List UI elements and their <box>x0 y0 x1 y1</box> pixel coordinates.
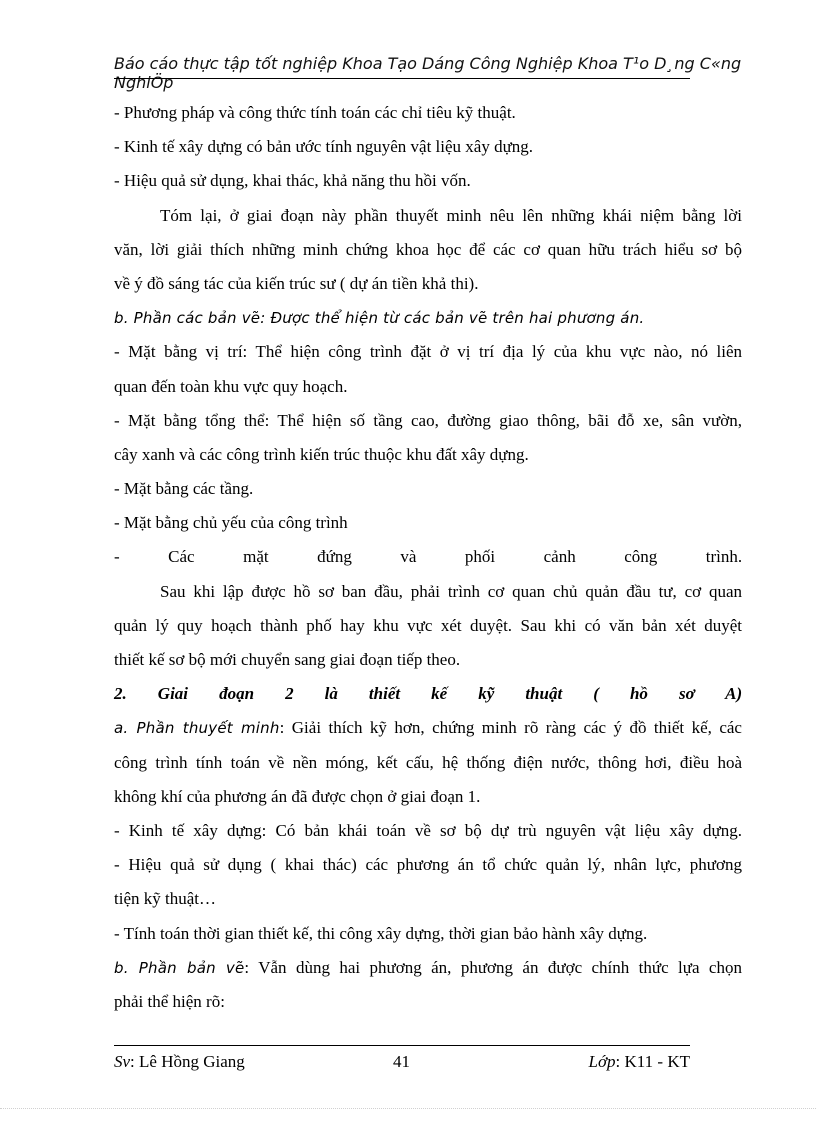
word: kế <box>431 684 448 704</box>
paragraph-line <box>114 951 742 985</box>
word: công <box>624 547 658 567</box>
paragraph-line: cây xanh và các công trình kiến trúc thuộc khu đất xây dựng. <box>114 444 529 464</box>
author-name: : Lê Hồng Giang <box>130 1052 245 1071</box>
paragraph-line: - Tính toán thời gian thiết kế, thi công xây dựng, thời gian bảo hành xây dựng. <box>114 923 648 943</box>
paragraph-text: : Vẫn dùng hai phương án, phương án được chính thức lựa chọn <box>244 957 742 977</box>
word: phối <box>464 547 496 567</box>
word: 2. <box>114 684 127 704</box>
word: - <box>114 547 120 567</box>
subsection-label: b. Phần bản vẽ <box>114 958 245 977</box>
word: mặt <box>243 547 269 567</box>
paragraph-line: - Mặt bằng các tầng. <box>114 479 254 499</box>
paragraph-line: không khí của phương án đã được chọn ở giai đoạn 1. <box>114 786 481 806</box>
paragraph-line <box>114 711 742 745</box>
page-footer <box>114 1050 690 1074</box>
word: đứng <box>317 547 352 567</box>
subsection-label: a. Phần thuyết minh <box>114 719 280 738</box>
footer-class <box>589 1050 690 1074</box>
section-heading <box>114 677 742 711</box>
header-divider <box>114 78 690 79</box>
word: kỹ <box>478 684 495 704</box>
paragraph-line: - Mặt bằng chủ yếu của công trình <box>114 513 348 533</box>
paragraph-line: thiết kế sơ bộ mới chuyển sang giai đoạn tiếp theo. <box>114 650 461 669</box>
page-header <box>114 52 742 92</box>
word: Các <box>168 547 195 567</box>
word: Giai <box>157 684 189 704</box>
footer-author <box>114 1050 245 1074</box>
paragraph-line: quan đến toàn khu vực quy hoạch. <box>114 376 348 396</box>
paragraph-line: quản lý quy hoạch thành phố hay khu vực xét duyệt. Sau khi có văn bản xét duyệt <box>114 615 742 635</box>
paragraph-line: văn, lời giải thích những minh chứng khoa học để các cơ quan hữu trách hiểu sơ bộ <box>114 239 742 259</box>
word: ( <box>593 684 599 704</box>
subsection-heading: b. Phần các bản vẽ: Được thể hiện từ các bản vẽ trên hai phương án. <box>114 309 645 328</box>
header-line-1: Báo cáo thực tập tốt nghiệp Khoa Tạo Dáng Công Nghiệp Khoa T¹o D¸ng C«ng <box>114 54 742 73</box>
paragraph-line: phải thể hiện rõ: <box>114 991 225 1011</box>
paragraph-line: - Kinh tế xây dựng: Có bản khái toán về sơ bộ dự trù nguyên vật liệu xây dựng. <box>114 820 742 840</box>
word: cảnh <box>543 547 576 567</box>
word: hồ <box>629 684 648 704</box>
paragraph-line: công trình tính toán về nền móng, kết cấu, hệ thống điện nước, thông hơi, điều hoà <box>114 752 742 772</box>
body-text <box>114 96 742 1019</box>
word: đoạn <box>219 684 255 704</box>
paragraph-line: - Hiệu quả sử dụng ( khai thác) các phương án tổ chức quản lý, nhân lực, phương <box>114 855 742 875</box>
page-bottom-border <box>0 1108 816 1109</box>
justified-line <box>114 540 742 574</box>
footer-divider <box>114 1045 690 1046</box>
word: A) <box>725 684 743 704</box>
paragraph-line: - Hiệu quả sử dụng, khai thác, khả năng thu hồi vốn. <box>114 171 471 191</box>
paragraph-line: - Kinh tế xây dựng có bản ước tính nguyên vật liệu xây dựng. <box>114 137 534 157</box>
paragraph-line: Tóm lại, ở giai đoạn này phần thuyết minh nêu lên những khái niệm bằng lời <box>160 205 742 225</box>
paragraph-line: về ý đồ sáng tác của kiến trúc sư ( dự án tiền khả thi). <box>114 273 479 293</box>
paragraph-line: - Mặt bằng tổng thể: Thể hiện số tầng cao, đường giao thông, bãi đỗ xe, sân vườn, <box>114 410 742 430</box>
paragraph-line: tiện kỹ thuật… <box>114 889 216 909</box>
word: và <box>400 547 417 567</box>
class-name: : K11 - KT <box>615 1052 690 1071</box>
word: sơ <box>678 684 695 704</box>
page-number: 41 <box>393 1052 410 1071</box>
word: là <box>324 684 338 704</box>
paragraph-line: Sau khi lập được hồ sơ ban đầu, phải trình cơ quan chủ quản đầu tư, cơ quan <box>160 581 742 601</box>
word: thiết <box>368 684 401 704</box>
paragraph-text: : Giải thích kỹ hơn, chứng minh rõ ràng các ý đồ thiết kế, các <box>279 718 742 738</box>
class-label: Lớp <box>588 1052 616 1071</box>
word: thuật <box>525 684 563 704</box>
word: trình. <box>705 547 743 567</box>
paragraph-line: - Phương pháp và công thức tính toán các chỉ tiêu kỹ thuật. <box>114 103 516 122</box>
paragraph-line: - Mặt bằng vị trí: Thể hiện công trình đặt ở vị trí địa lý của khu vực nào, nó liên <box>114 342 742 362</box>
word: 2 <box>285 684 294 704</box>
author-label: Sv <box>114 1052 131 1071</box>
header-line-2: NghiÖp <box>114 73 174 92</box>
